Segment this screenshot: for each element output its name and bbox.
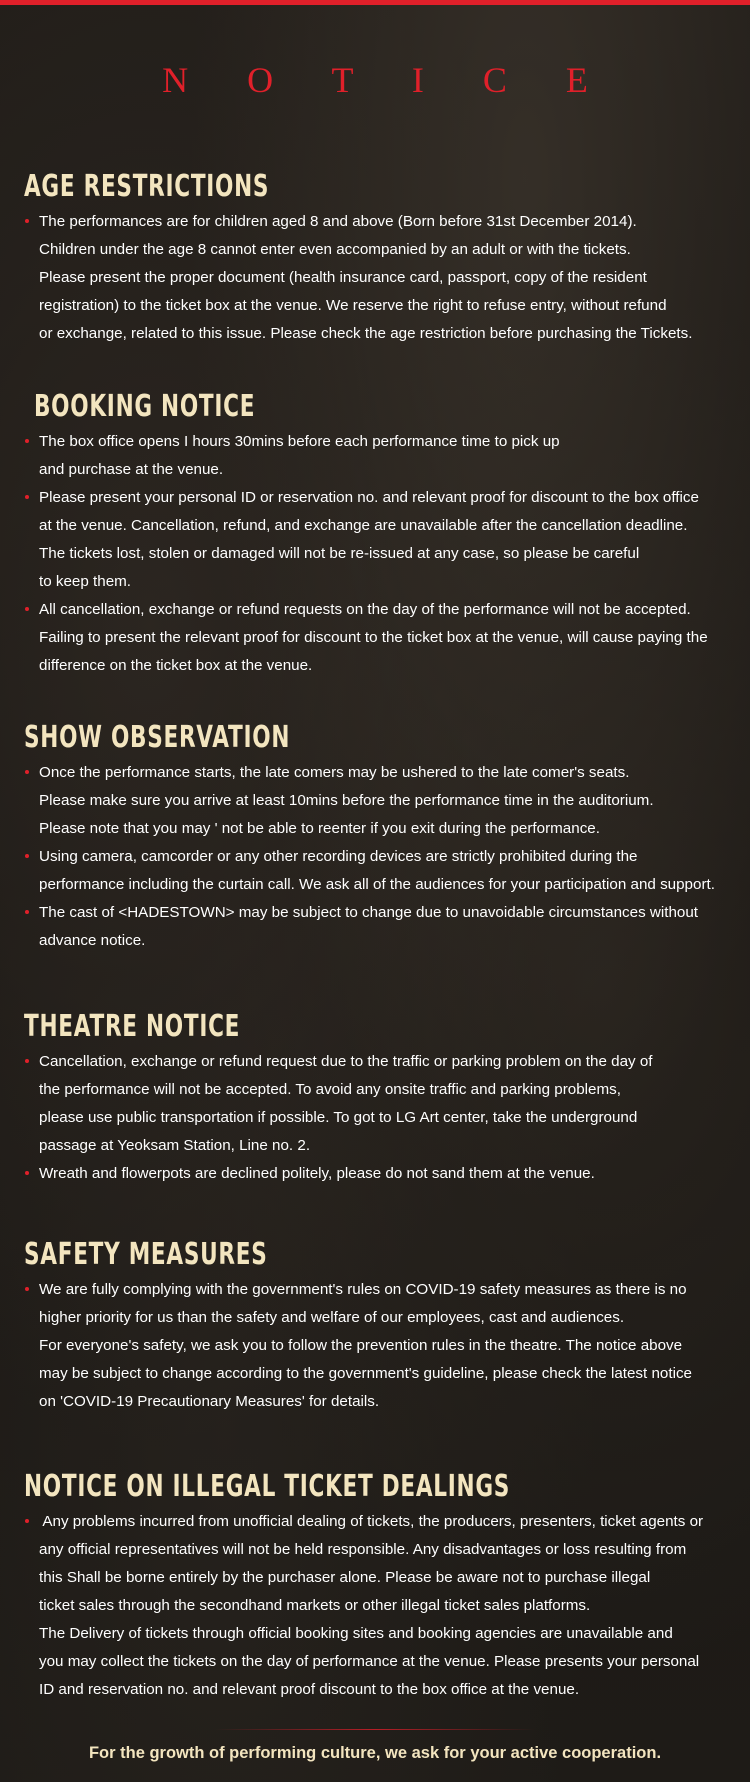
list-item [0,759,750,843]
item-line: the performance will not be accepted. To avoid any onsite traffic and parking problems, [39,1081,621,1098]
item-line: this Shall be borne entirely by the purchaser alone. Please be aware not to purchase illegal [39,1569,651,1586]
item-list [0,1508,750,1704]
item-line: at the venue. Cancellation, refund, and exchange are unavailable after the cancellation deadline. [39,517,688,534]
bullet-icon [25,910,29,914]
section-heading: SAFETY MEASURES [24,1237,268,1272]
item-list [0,1276,750,1416]
item-line: please use public transportation if possible. To got to LG Art center, take the underground [39,1109,638,1126]
item-line: All cancellation, exchange or refund requests on the day of the performance will not be accepted. [39,601,691,618]
item-line: advance notice. [39,932,146,949]
bullet-icon [25,495,29,499]
item-list [0,1048,750,1188]
bullet-icon [25,770,29,774]
item-line: passage at Yeoksam Station, Line no. 2. [39,1137,311,1154]
footer-message: For the growth of performing culture, we ask for your active cooperation. [88,1744,662,1762]
list-item [0,899,750,955]
item-line: The tickets lost, stolen or damaged will not be re-issued at any case, so please be careful [39,545,640,562]
item-line: We are fully complying with the government's rules on COVID-19 safety measures as there is no [39,1281,687,1298]
list-item [0,428,750,484]
item-line: Please present your personal ID or reservation no. and relevant proof for discount to the box office [39,489,699,506]
list-item [0,596,750,680]
item-list [0,759,750,955]
bullet-icon [25,607,29,611]
item-line: Using camera, camcorder or any other recording devices are strictly prohibited during the [39,848,638,865]
list-item [0,843,750,899]
item-line: For everyone's safety, we ask you to follow the prevention rules in the theatre. The notice above [39,1337,683,1354]
item-line: ticket sales through the secondhand markets or other illegal ticket sales platforms. [39,1597,591,1614]
bullet-icon [25,219,29,223]
item-line: difference on the ticket box at the venue. [39,657,313,674]
bullet-icon [25,1059,29,1063]
section-heading: BOOKING NOTICE [34,389,256,424]
item-line: Children under the age 8 cannot enter even accompanied by an adult or with the tickets. [39,241,631,258]
bullet-icon [25,439,29,443]
item-line: performance including the curtain call. We ask all of the audiences for your participation and support. [39,876,715,893]
section-heading: THEATRE NOTICE [24,1009,241,1044]
item-list [0,208,750,348]
item-line: to keep them. [39,573,132,590]
item-line: Cancellation, exchange or refund request due to the traffic or parking problem on the day of [39,1053,653,1070]
item-line: Please make sure you arrive at least 10mins before the performance time in the auditorium. [39,792,654,809]
section-heading: NOTICE ON ILLEGAL TICKET DEALINGS [24,1469,511,1504]
list-item [0,208,750,348]
item-line: Failing to present the relevant proof for discount to the ticket box at the venue, will cause paying the [39,629,708,646]
bullet-icon [25,1287,29,1291]
item-line: Any problems incurred from unofficial dealing of tickets, the producers, presenters, ticket agents or [39,1513,704,1530]
item-line: may be subject to change according to the government's guideline, please check the latest notice [39,1365,692,1382]
item-line: any official representatives will not be held responsible. Any disadvantages or loss resulting from [39,1541,687,1558]
item-line: and purchase at the venue. [39,461,224,478]
list-item [0,1508,750,1704]
item-line: Wreath and flowerpots are declined politely, please do not sand them at the venue. [39,1165,595,1182]
item-line: ID and reservation no. and relevant proof discount to the box office at the venue. [39,1681,580,1698]
item-line: registration) to the ticket box at the venue. We reserve the right to refuse entry, without refund [39,297,667,314]
list-item [0,1048,750,1160]
bullet-icon [25,854,29,858]
item-line: higher priority for us than the safety and welfare of our employees, cast and audiences. [39,1309,625,1326]
item-line: The performances are for children aged 8 and above (Born before 31st December 2014). [39,213,637,230]
section-heading: AGE RESTRICTIONS [24,169,270,204]
item-line: on 'COVID-19 Precautionary Measures' for details. [39,1393,380,1410]
item-line: The box office opens I hours 30mins before each performance time to pick up [39,433,560,450]
item-line: Once the performance starts, the late comers may be ushered to the late comer's seats. [39,764,630,781]
list-item [0,1276,750,1416]
bullet-icon [25,1171,29,1175]
item-line: you may collect the tickets on the day of performance at the venue. Please presents your personal [39,1653,700,1670]
top-accent-bar [0,0,750,5]
section-heading: SHOW OBSERVATION [24,720,291,755]
item-line: Please note that you may ' not be able to reenter if you exit during the performance. [39,820,600,837]
item-line: or exchange, related to this issue. Please check the age restriction before purchasing the Tickets. [39,325,693,342]
item-line: Please present the proper document (health insurance card, passport, copy of the resident [39,269,647,286]
item-line: The Delivery of tickets through official booking sites and booking agencies are unavailable and [39,1625,673,1642]
list-item [0,1160,750,1188]
item-line: The cast of <HADESTOWN> may be subject to change due to unavoidable circumstances without [39,904,699,921]
bullet-icon [25,1519,29,1523]
footer-divider [215,1729,535,1730]
list-item [0,484,750,596]
item-list [0,428,750,680]
notice-title: N O T I C E [162,60,613,100]
